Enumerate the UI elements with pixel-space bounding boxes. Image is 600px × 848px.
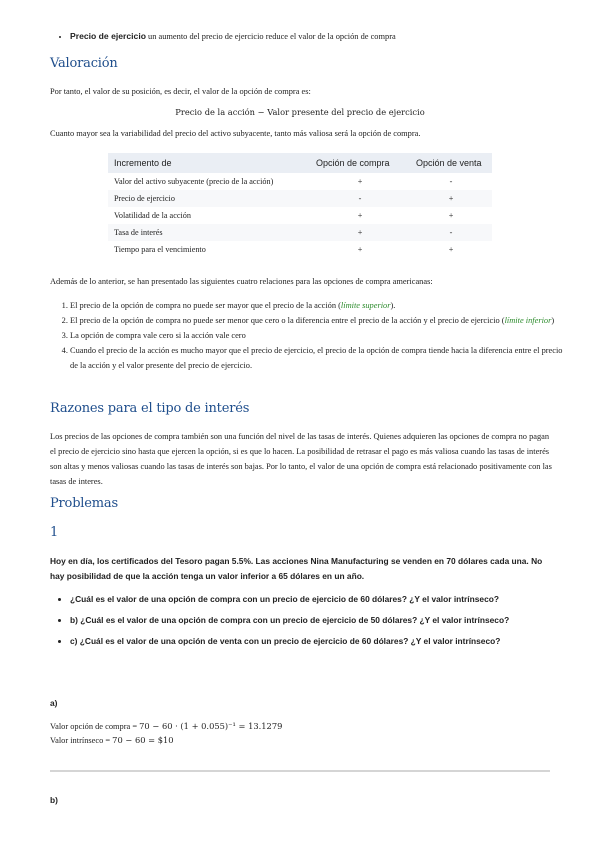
- bullet-label: Precio de ejercicio: [70, 31, 146, 41]
- valuation-intro: Por tanto, el valor de su posición, es decir, el valor de la opción de compra es:: [50, 87, 311, 96]
- table-cell: -: [410, 224, 492, 241]
- table-cell: +: [448, 211, 454, 220]
- interest-heading: Razones para el tipo de interés: [50, 401, 250, 416]
- relation-text: Cuando el precio de la acción es mucho mayor que el precio de ejercicio, el precio de la opción de compra tiende hacia la diferencia entre el precio de la acción y el valor presente del precio de ejercicio.: [70, 346, 563, 370]
- problem-statement: Hoy en día, los certificados del Tesoro pagan 5.5%. Las acciones Nina Manufacturing se venden en 70 dólares cada una. No hay posibilidad de que la acción tenga un valor inferior a 65 dólares en un año.: [50, 556, 543, 581]
- table-cell: +: [357, 211, 363, 220]
- list-item: • c) ¿Cuál es el valor de una opción de venta con un precio de ejercicio de 60 dólares? ¿Y el valor intrínseco?: [70, 634, 540, 649]
- relation-text: El precio de la opción de compra no puede ser mayor que el precio de la acción (: [70, 301, 341, 310]
- relation-tail: ).: [390, 301, 396, 310]
- lower-limit-link[interactable]: límite inferior: [504, 316, 552, 325]
- problems-heading: Problemas: [50, 496, 118, 511]
- table-row: [108, 173, 492, 190]
- relations-list: [50, 298, 570, 373]
- variability-text: Cuanto mayor sea la variabilidad del precio del activo subyacente, tanto más valiosa será la opción de compra.: [50, 129, 421, 138]
- valuation-formula: Precio de la acción − Valor presente del precio de ejercicio: [175, 107, 425, 117]
- table-header: Opción de compra: [310, 153, 410, 173]
- relation-text: La opción de compra vale cero si la acción vale cero: [70, 331, 246, 340]
- answer-a-label: a): [50, 698, 58, 708]
- answer-expression: 70 − 60 = $10: [112, 735, 174, 745]
- table-cell: -: [449, 177, 453, 186]
- table-cell: Volatilidad de la acción: [114, 211, 191, 220]
- answer-expression: 70 − 60 · (1 + 0.055)⁻¹ = 13.1279: [139, 721, 283, 731]
- table-cell: Valor del activo subyacente (precio de la acción): [114, 177, 274, 186]
- list-item: [70, 313, 570, 328]
- table-cell: +: [410, 190, 492, 207]
- table-row: [108, 207, 492, 224]
- list-item: [70, 343, 570, 373]
- bullet-text: un aumento del precio de ejercicio reduce el valor de la opción de compra: [145, 32, 396, 41]
- list-item: • b) ¿Cuál es el valor de una opción de compra con un precio de ejercicio de 50 dólares? ¿Y el valor intrínseco?: [70, 613, 540, 628]
- table-cell: Tiempo para el vencimiento: [114, 245, 206, 254]
- table-row: [108, 224, 492, 241]
- valuation-heading: Valoración: [50, 56, 118, 71]
- relation-text: El precio de la opción de compra no puede ser menor que cero o la diferencia entre el precio de la acción y el precio de ejercicio (: [70, 316, 505, 325]
- problem-number: 1: [50, 525, 59, 540]
- table-cell: +: [448, 245, 454, 254]
- list-item: [70, 29, 570, 44]
- table-header: Opción de venta: [410, 153, 492, 173]
- relations-intro: Además de lo anterior, se han presentado las siguientes cuatro relaciones para las opciones de compra americanas:: [50, 277, 433, 286]
- top-bullet-list: [50, 29, 570, 44]
- table-cell: +: [357, 245, 363, 254]
- table-cell: +: [310, 224, 410, 241]
- table-cell: Tasa de interés: [108, 224, 310, 241]
- list-item: [70, 328, 570, 343]
- relation-tail: ): [551, 316, 555, 325]
- table-header-row: [108, 153, 492, 173]
- answer-a-line2: [50, 733, 550, 748]
- answer-label: Valor intrínseco =: [50, 736, 113, 745]
- table-cell: -: [310, 190, 410, 207]
- answer-a-line1: [50, 719, 550, 734]
- answer-label: Valor opción de compra =: [50, 722, 140, 731]
- questions-list: [50, 592, 540, 649]
- table-header: Incremento de: [108, 153, 310, 173]
- section-divider: [50, 770, 550, 772]
- list-item: • ¿Cuál es el valor de una opción de compra con un precio de ejercicio de 60 dólares? ¿Y el valor intrínseco?: [70, 592, 540, 607]
- upper-limit-link[interactable]: límite superior: [340, 301, 391, 310]
- table-cell: Precio de ejercicio: [108, 190, 310, 207]
- answer-b-label: b): [50, 795, 58, 805]
- interest-text: Los precios de las opciones de compra también son una función del nivel de las tasas de interés. Quienes adquieren las opciones de compra no pagan el precio de ejercicio sino hasta que ejercen la opción, si es que lo hacen. La posibilidad de retrasar el pago es más valiosa cuando las tasas de interés son altas y menos valiosas cuando las tasas de interés son bajas. Por lo tanto, el valor de una opción de compra está relacionado positivamente con las tasas de interes.: [50, 432, 552, 486]
- table-row: [108, 190, 492, 207]
- effects-table: [108, 153, 492, 258]
- table-cell: +: [357, 177, 363, 186]
- table-row: [108, 241, 492, 258]
- list-item: [70, 298, 570, 313]
